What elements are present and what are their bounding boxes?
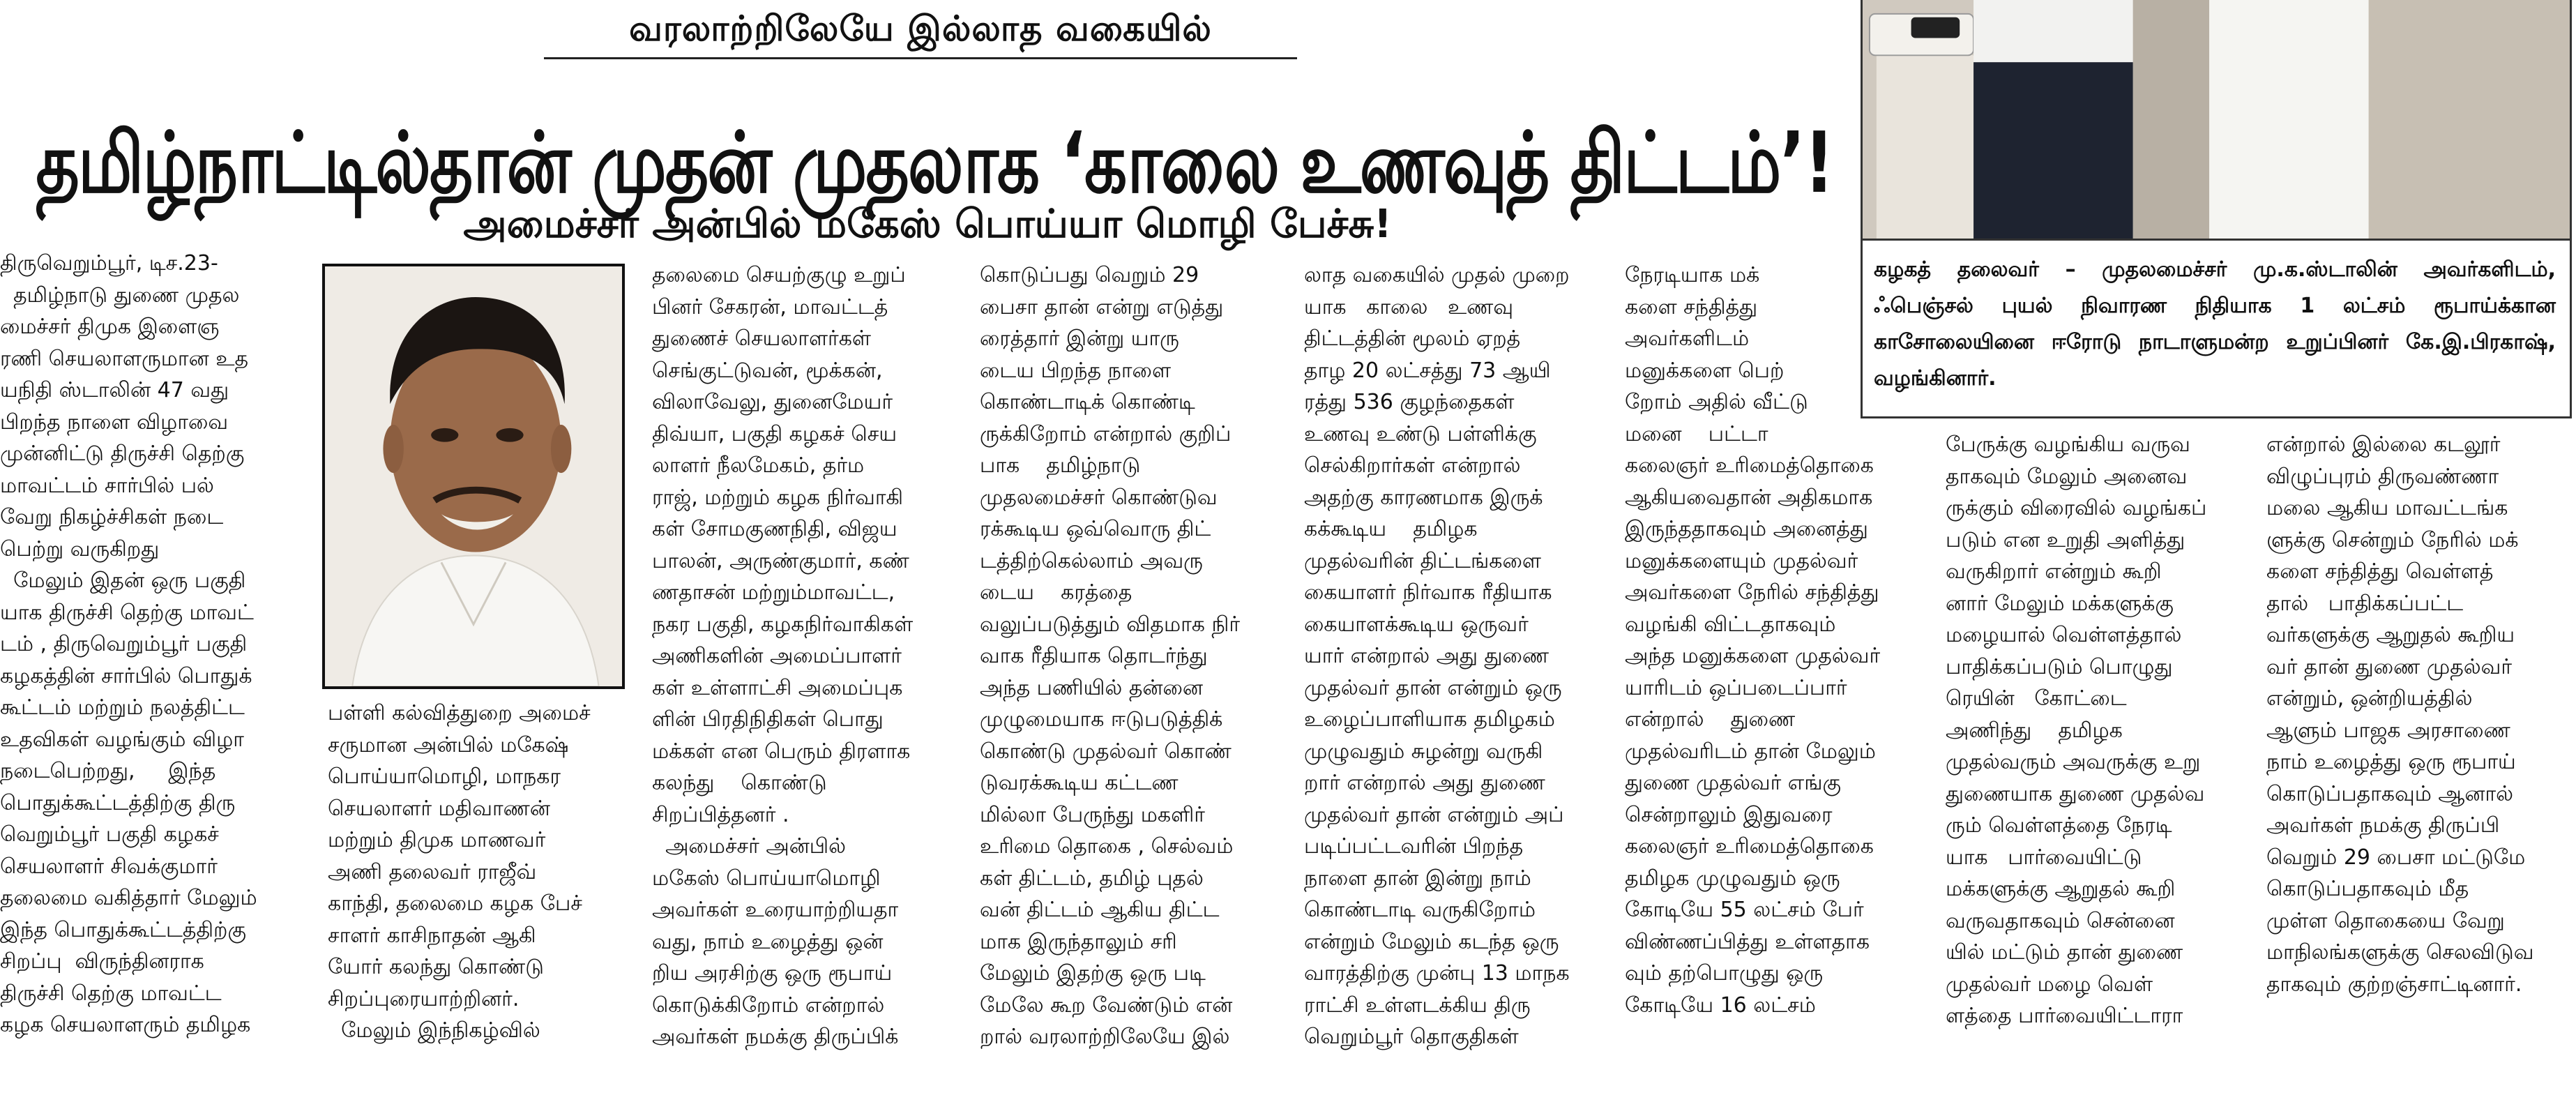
subheadline: அமைச்சர் அன்பில் மகேஸ் பொய்யா மொழி பேச்சு! bbox=[463, 202, 1392, 247]
article-column-7: பேருக்கு வழங்கிய வருவ தாகவும் மேலும் அனைவ ருக்கும் விரைவில் வழங்கப் படும் என உறுதி அளித்து வருகிறார் என்றும் கூறி னார் மேலும் மக்களுக்கு மழையால் வெள்ளத்தால் பாதிக்கப்படும் பொழுது ரெயின் கோட்டை அணிந்து தமிழக முதல்வரும் அவருக்கு உறு துணையாக துணை முதல்வ ரும் வெள்ளத்தை நேரடி யாக பார்வையிட்டு மக்களுக்கு ஆறுதல் கூறி வருவதாகவும் சென்னை யில் மட்டும் தான் துணை முதல்வர் மழை வெள் ளத்தை பார்வையிட்டாரா bbox=[1946, 432, 2207, 1028]
article-column-4: கொடுப்பது வெறும் 29 பைசா தான் என்று எடுத்து ரைத்தார் இன்று யாரு டைய பிறந்த நாளை கொண்டாடிக் கொண்டி ருக்கிறோம் என்றால் குறிப் பாக தமிழ்நாடு முதலமைச்சர் கொண்டுவ ரக்கூடிய ஒவ்வொரு திட் டத்திற்கெல்லாம் அவரு டைய கரத்தை வலுப்படுத்தும் விதமாக நிர் வாக ரீதியாக தொடர்ந்து அந்த பணியில் தன்னை முழுமையாக ஈடுபடுத்திக் கொண்டு முதல்வர் கொண் டுவரக்கூடிய கட்டண மில்லா பேருந்து மகளிர் உரிமை தொகை , செல்வம் கள் திட்டம், தமிழ் புதல் வன் திட்டம் ஆகிய திட்ட மாக இருந்தாலும் சரி மேலும் இதற்கு ஒரு படி மேலே கூற வேண்டும் என் றால் வரலாற்றிலேயே இல் bbox=[980, 263, 1241, 1049]
article-column-5: லாத வகையில் முதல் முறை யாக காலை உணவு திட்டத்தின் மூலம் ஏறத் தாழ 20 லட்சத்து 73 ஆயி ரத்து 536 குழந்தைகள் உணவு உண்டு பள்ளிக்கு செல்கிறார்கள் என்றால் அதற்கு காரணமாக இருக் கக்கூடிய தமிழக முதல்வரின் திட்டங்களை கையாளர் நிர்வாக ரீதியாக கையாளக்கூடிய ஒருவர் யார் என்றால் அது துணை முதல்வர் தான் என்றும் ஒரு உழைப்பாளியாக தமிழகம் முழுவதும் சுழன்று வருகி றார் என்றால் அது துணை முதல்வர் தான் என்றும் அப் படிப்பட்டவரின் பிறந்த நாளை தான் இன்று நாம் கொண்டாடி வருகிறோம் என்றும் மேலும் கடந்த ஒரு வாரத்திற்கு முன்பு 13 மாநக ராட்சி உள்ளடக்கிய திரு வெறும்பூர் தொகுதிகள் bbox=[1304, 263, 1570, 1049]
minister-portrait bbox=[322, 264, 625, 689]
headline: தமிழ்நாட்டில்தான் முதன் முதலாக ‘காலை உணவுத் திட்டம்’! bbox=[36, 114, 1833, 212]
kicker-line: வரலாற்றிலேயே இல்லாத வகையில் bbox=[544, 4, 1297, 59]
article-column-3: தலைமை செயற்குழு உறுப் பினர் சேகரன், மாவட்டத் துணைச் செயலாளர்கள் செங்குட்டுவன், மூக்கன், விலாவேலு, துனைமேயர் திவ்யா, பகுதி கழகச் செய லாளர் நீலமேகம், தர்ம ராஜ், மற்றும் கழக நிர்வாகி கள் சோமகுணநிதி, விஜய பாலன், அருண்குமார், கண் ணதாசன் மற்றும்மாவட்ட, நகர பகுதி, கழகநிர்வாகிகள் அணிகளின் அமைப்பாளர் கள் உள்ளாட்சி அமைப்புக ளின் பிரதிநிதிகள் பொது மக்கள் என பெரும் திரளாக கலந்து கொண்டு சிறப்பித்தனர் . அமைச்சர் அன்பில் மகேஸ் பொய்யாமொழி அவர்கள் உரையாற்றியதா வது, நாம் உழைத்து ஒன் றிய அரசிற்கு ஒரு ரூபாய் கொடுக்கிறோம் என்றால் அவர்கள் நமக்கு திருப்பிக் bbox=[652, 263, 914, 1049]
article-column-1: திருவெறும்பூர், டிச.23- தமிழ்நாடு துணை முதல மைச்சர் திமுக இளைஞ ரணி செயலாளருமான உத யநிதி ஸ்டாலின் 47 வது பிறந்த நாளை விழாவை முன்னிட்டு திருச்சி தெற்கு மாவட்டம் சார்பில் பல் வேறு நிகழ்ச்சிகள் நடை பெற்று வருகிறது மேலும் இதன் ஒரு பகுதி யாக திருச்சி தெற்கு மாவட் டம் , திருவெறும்பூர் பகுதி கழகத்தின் சார்பில் பொதுக் கூட்டம் மற்றும் நலத்திட்ட உதவிகள் வழங்கும் விழா நடைபெற்றது, இந்த பொதுக்கூட்டத்திற்கு திரு வெறும்பூர் பகுதி கழகச் செயலாளர் சிவக்குமார் தலைமை வகித்தார் மேலும் இந்த பொதுக்கூட்டத்திற்கு சிறப்பு விருந்தினராக திருச்சி தெற்கு மாவட்ட கழக செயலாளரும் தமிழக bbox=[0, 251, 257, 1037]
article-column-6: நேரடியாக மக் களை சந்தித்து அவர்களிடம் மனுக்களை பெற் றோம் அதில் வீட்டு மனை பட்டா கலைஞர் உரிமைத்தொகை ஆகியவைதான் அதிகமாக இருந்ததாகவும் அனைத்து மனுக்களையும் முதல்வர் அவர்களை நேரில் சந்தித்து வழங்கி விட்டதாகவும் அந்த மனுக்களை முதல்வர் யாரிடம் ஒப்படைப்பார் என்றால் துணை முதல்வரிடம் தான் மேலும் துணை முதல்வர் எங்கு சென்றாலும் இதுவரை கலைஞர் உரிமைத்தொகை தமிழக முழுவதும் ஒரு கோடியே 55 லட்சம் பேர் விண்ணப்பித்து உள்ளதாக வும் தற்பொழுது ஒரு கோடியே 16 லட்சம் bbox=[1625, 263, 1881, 1018]
portrait-illustration bbox=[325, 266, 622, 686]
photo-illustration bbox=[1863, 0, 2570, 239]
photo-caption: கழகத் தலைவர் – முதலமைச்சர் மு.க.ஸ்டாலின் அவர்களிடம், ஃபெஞ்சல் புயல் நிவாரண நிதியாக 1 லட்சம் ரூபாய்க்கான காசோலையினை ஈரோடு நாடாளுமன்ற உறுப்பினர் கே.இ.பிரகாஷ், வழங்கினார். bbox=[1861, 241, 2572, 418]
article-column-2-lower: பள்ளி கல்வித்துறை அமைச் சருமான அன்பில் மகேஷ் பொய்யாமொழி, மாநகர செயலாளர் மதிவாணன் மற்றும் திமுக மாணவர் அணி தலைவர் ராஜீவ் காந்தி, தலைமை கழக பேச் சாளர் காசிநாதன் ஆகி யோர் கலந்து கொண்டு சிறப்புரையாற்றினர். மேலும் இந்நிகழ்வில் bbox=[328, 701, 591, 1043]
news-photo-handover bbox=[1861, 0, 2572, 241]
article-column-8: என்றால் இல்லை கடலூர் விழுப்புரம் திருவண்ணா மலை ஆகிய மாவட்டங்க ளுக்கு சென்றும் நேரில் மக் களை சந்தித்து வெள்ளத் தால் பாதிக்கப்பட்ட வர்களுக்கு ஆறுதல் கூறிய வர் தான் துணை முதல்வர் என்றும், ஒன்றியத்தில் ஆளும் பாஜக அரசாணை நாம் உழைத்து ஒரு ரூபாய் கொடுப்பதாகவும் ஆனால் அவர்கள் நமக்கு திருப்பி வெறும் 29 பைசா மட்டுமே கொடுப்பதாகவும் மீத முள்ள தொகையை வேறு மாநிலங்களுக்கு செலவிடுவ தாகவும் குற்றஞ்சாட்டினார். bbox=[2266, 432, 2534, 997]
